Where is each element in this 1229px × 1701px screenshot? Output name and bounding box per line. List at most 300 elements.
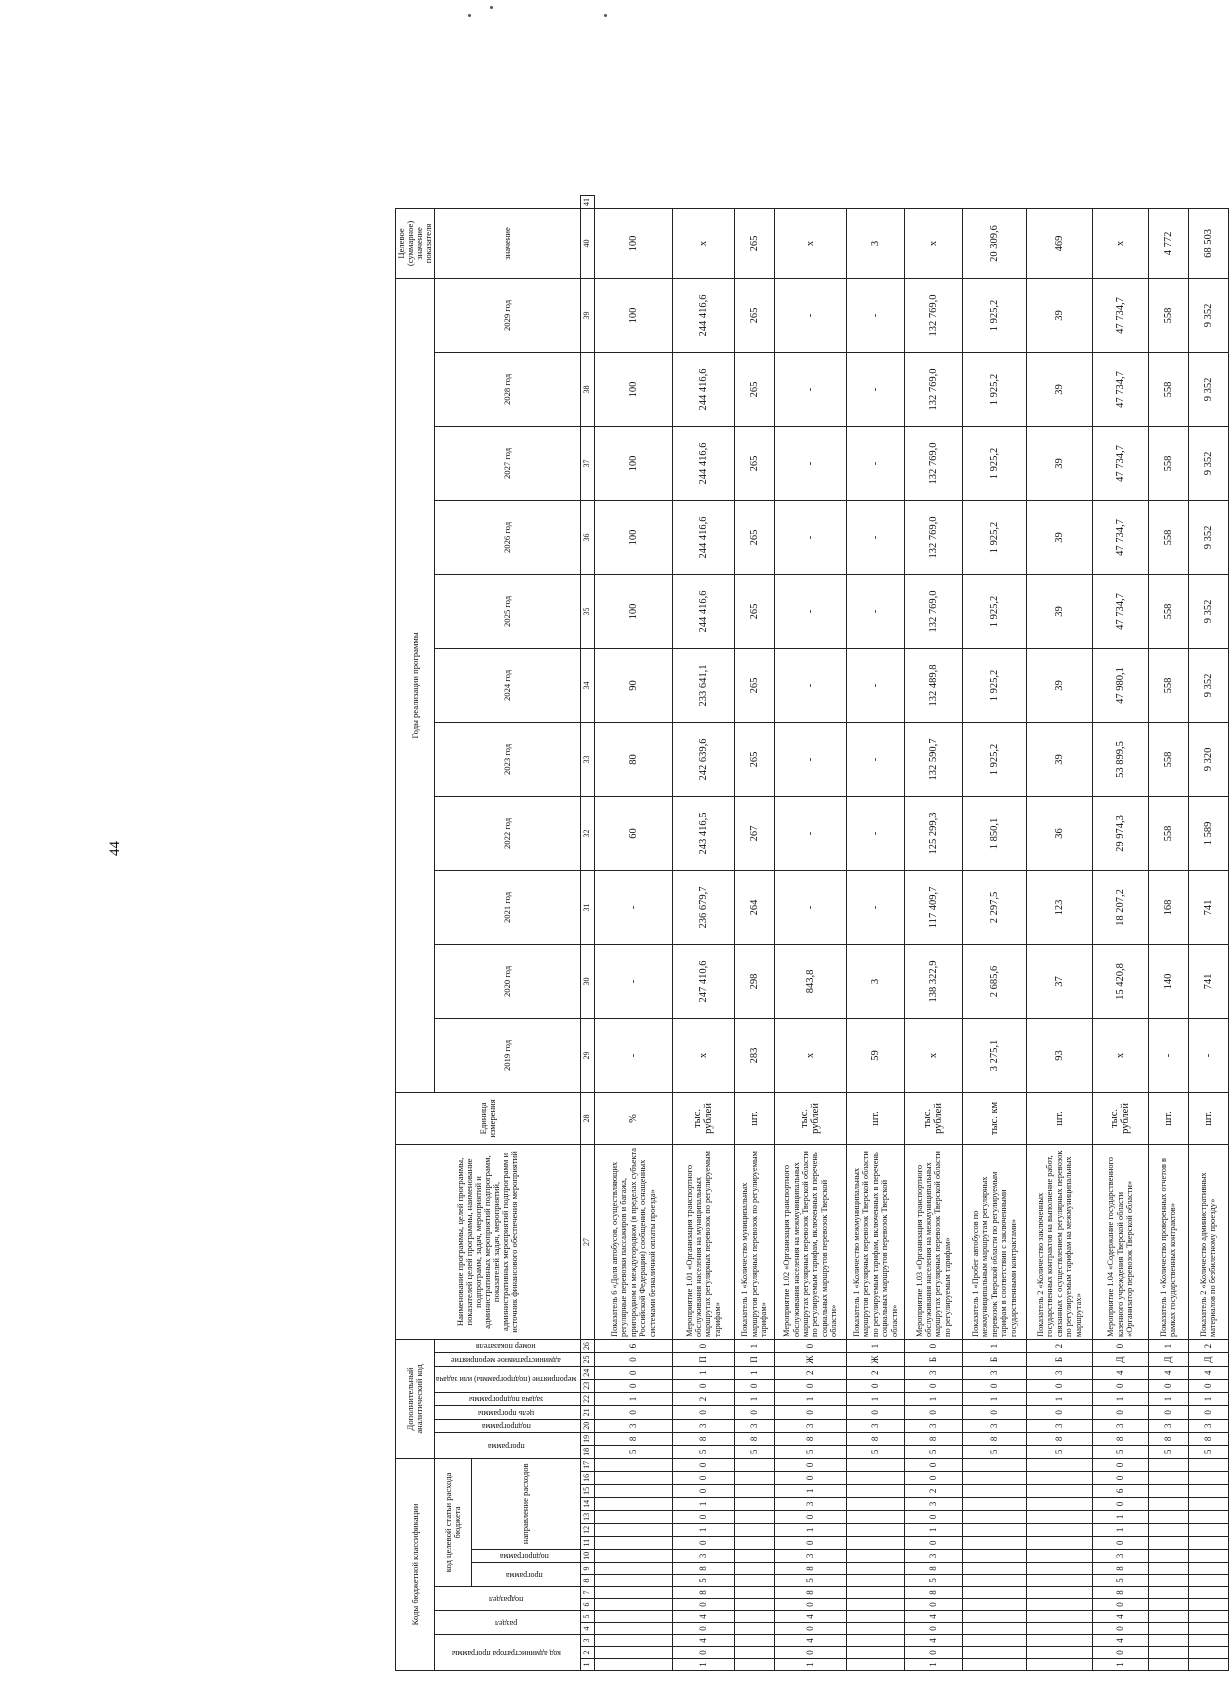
budget-code-cell xyxy=(846,1510,904,1523)
analytic-code-cell: Ж xyxy=(774,1353,846,1366)
column-index-28: 28 xyxy=(580,1092,594,1144)
year-value-cell: 9 352 xyxy=(1188,426,1228,500)
budget-code-cell: 3 xyxy=(1092,1549,1148,1562)
column-index-8: 8 xyxy=(580,1575,594,1587)
budget-code-cell xyxy=(1188,1587,1228,1599)
year-value-cell: 47 734,7 xyxy=(1092,426,1148,500)
year-value-cell: 37 xyxy=(1026,944,1092,1018)
budget-code-cell xyxy=(594,1536,672,1549)
year-value-cell: 39 xyxy=(1026,500,1092,574)
budget-code-cell xyxy=(1026,1647,1092,1659)
year-value-cell: 244 416,6 xyxy=(672,574,734,648)
target-article-header: код целевой статьи расхода бюджета xyxy=(435,1458,471,1586)
budget-code-cell: 0 xyxy=(774,1458,846,1471)
analytic-code-cell: 1 xyxy=(962,1339,1026,1352)
budget-code-cell xyxy=(1148,1635,1188,1647)
target-value: х xyxy=(672,208,734,278)
year-value-cell: 100 xyxy=(594,278,672,352)
budget-code-cell: 5 xyxy=(1092,1575,1148,1587)
budget-code-cell xyxy=(962,1458,1026,1471)
column-index-9: 9 xyxy=(580,1563,594,1575)
analytic-code-cell: 0 xyxy=(594,1353,672,1366)
year-value-cell: 9 352 xyxy=(1188,648,1228,722)
year-value-cell: - xyxy=(846,500,904,574)
analytic-code-cell: Б xyxy=(1026,1353,1092,1366)
row-name: Показатель 1 «Количество межмуниципальных маршрутов регулярных перевозок Тверской области по регулируемым тарифам, включенных в перечень социальных маршрутов перевозок Тверской области» xyxy=(846,1144,904,1339)
budget-code-cell xyxy=(1026,1599,1092,1611)
table-row xyxy=(1026,195,1092,1670)
analytic-code-cell: 1 xyxy=(1148,1392,1188,1405)
year-value-cell: - xyxy=(774,870,846,944)
year-value-cell: 132 769,0 xyxy=(904,500,962,574)
analytic-code-cell: 5 xyxy=(1148,1445,1188,1458)
row-name: Показатель 1 «Пробег автобусов по межмуниципальным маршрутам регулярных перевозок Тверской области по регулируемым тарифам в соответствии с заключенными государственными контрактами» xyxy=(962,1144,1026,1339)
year-value-cell: 132 489,8 xyxy=(904,648,962,722)
budget-code-cell xyxy=(1188,1536,1228,1549)
year-value-cell: 132 590,7 xyxy=(904,722,962,796)
budget-code-cell: 4 xyxy=(904,1611,962,1623)
budget-code-cell xyxy=(734,1471,774,1484)
target-value: х xyxy=(774,208,846,278)
budget-code-cell: 0 xyxy=(904,1536,962,1549)
analytic-code-cell: 5 xyxy=(1092,1445,1148,1458)
budget-code-cell xyxy=(1026,1623,1092,1635)
year-value-cell: - xyxy=(594,944,672,1018)
analytic-code-cell: Д xyxy=(1188,1353,1228,1366)
analytic-code-cell: 2 xyxy=(672,1392,734,1405)
year-value-cell: - xyxy=(594,1018,672,1092)
budget-code-cell: 0 xyxy=(774,1599,846,1611)
year-value-cell: 3 275,1 xyxy=(962,1018,1026,1092)
budget-code-cell xyxy=(846,1563,904,1575)
budget-code-cell: 1 xyxy=(774,1484,846,1497)
budget-code-cell xyxy=(1188,1471,1228,1484)
column-index-2: 2 xyxy=(580,1647,594,1659)
year-value-cell: 267 xyxy=(734,796,774,870)
year-value-cell: 843,8 xyxy=(774,944,846,1018)
page-number: 44 xyxy=(107,841,123,856)
row-unit: шт. xyxy=(1188,1092,1228,1144)
column-index-33: 33 xyxy=(580,722,594,796)
rotated-table-wrapper xyxy=(0,61,1218,1701)
budget-code-cell: 8 xyxy=(672,1563,734,1575)
table-row xyxy=(1092,195,1148,1670)
budget-code-cell: 4 xyxy=(672,1635,734,1647)
budget-code-cell xyxy=(594,1563,672,1575)
analytic-code-cell: 1 xyxy=(734,1366,774,1379)
column-index-18: 18 xyxy=(580,1445,594,1458)
year-value-cell: - xyxy=(846,722,904,796)
year-value-cell: 59 xyxy=(846,1018,904,1092)
budget-code-cell xyxy=(734,1458,774,1471)
budget-code-cell xyxy=(962,1471,1026,1484)
year-value-cell: 168 xyxy=(1148,870,1188,944)
budget-code-cell xyxy=(846,1647,904,1659)
year-value-cell: 100 xyxy=(594,352,672,426)
year-value-cell: 140 xyxy=(1148,944,1188,1018)
analytic-code-cell: 0 xyxy=(594,1366,672,1379)
budget-code-cell xyxy=(1026,1575,1092,1587)
target-header: Целевое (суммарное) значение показателя xyxy=(396,208,435,278)
budget-code-cell: 4 xyxy=(1092,1611,1148,1623)
budget-code-cell xyxy=(594,1587,672,1599)
analytic-code-cell: 8 xyxy=(846,1432,904,1445)
analytic-code-cell: 8 xyxy=(962,1432,1026,1445)
year-value-cell: 244 416,6 xyxy=(672,500,734,574)
year-value-cell: 80 xyxy=(594,722,672,796)
row-unit: тыс. км xyxy=(962,1092,1026,1144)
target-value: 469 xyxy=(1026,208,1092,278)
budget-code-cell xyxy=(734,1599,774,1611)
analytic-code-cell: 8 xyxy=(1026,1432,1092,1445)
analytic-code-cell: 3 xyxy=(904,1366,962,1379)
budget-code-cell xyxy=(1188,1575,1228,1587)
year-value-cell: 125 299,3 xyxy=(904,796,962,870)
budget-codes-header: Коды бюджетной классификации xyxy=(396,1458,435,1670)
budget-code-cell xyxy=(1188,1623,1228,1635)
year-value-cell: 1 925,2 xyxy=(962,722,1026,796)
year-value-cell: 265 xyxy=(734,426,774,500)
year-value-cell: 132 769,0 xyxy=(904,352,962,426)
year-value-cell: 233 641,1 xyxy=(672,648,734,722)
subsection-header: подраздел xyxy=(435,1587,581,1611)
budget-code-cell xyxy=(1188,1647,1228,1659)
budget-code-cell xyxy=(962,1575,1026,1587)
ea-measure-header: мероприятие (подпрограммы) или задача xyxy=(435,1366,581,1392)
budget-code-cell: 3 xyxy=(672,1549,734,1562)
budget-code-cell: 1 xyxy=(774,1523,846,1536)
budget-code-cell: 3 xyxy=(774,1497,846,1510)
budget-code-cell: 4 xyxy=(904,1635,962,1647)
program-table xyxy=(395,195,1229,1671)
analytic-code-cell: 2 xyxy=(1188,1339,1228,1352)
budget-code-cell xyxy=(734,1549,774,1562)
budget-code-cell xyxy=(1148,1659,1188,1671)
year-value-cell: - xyxy=(846,426,904,500)
row-unit: шт. xyxy=(1026,1092,1092,1144)
column-index-5: 5 xyxy=(580,1611,594,1623)
analytic-code-cell: 5 xyxy=(734,1445,774,1458)
budget-code-cell: 0 xyxy=(1092,1536,1148,1549)
budget-code-cell: 1 xyxy=(904,1523,962,1536)
analytic-code-cell: 0 xyxy=(1092,1339,1148,1352)
ea-goal-header: цель программы xyxy=(435,1406,581,1419)
analytic-code-cell: 1 xyxy=(1148,1339,1188,1352)
year-value-cell: 123 xyxy=(1026,870,1092,944)
year-value-cell: - xyxy=(774,648,846,722)
budget-code-cell: 4 xyxy=(1092,1635,1148,1647)
row-name: Мероприятие 1.02 «Организация транспортного обслуживания населения на межмуниципальных маршрутах регулярных перевозок Тверской области по регулируемым тарифам, включенных в перечень социальных маршрутов перевозок Тверской области» xyxy=(774,1144,846,1339)
column-index-24: 24 xyxy=(580,1366,594,1379)
year-value-cell: 9 352 xyxy=(1188,278,1228,352)
budget-code-cell xyxy=(962,1510,1026,1523)
budget-code-cell xyxy=(1188,1635,1228,1647)
year-value-cell: 2 685,6 xyxy=(962,944,1026,1018)
year-value-cell: 53 899,5 xyxy=(1092,722,1148,796)
budget-code-cell: 5 xyxy=(672,1575,734,1587)
budget-code-cell xyxy=(1148,1484,1188,1497)
year-value-cell: - xyxy=(774,278,846,352)
budget-code-cell: 8 xyxy=(1092,1587,1148,1599)
target-value: 4 772 xyxy=(1148,208,1188,278)
analytic-code-cell: 0 xyxy=(1188,1406,1228,1419)
budget-code-cell: 0 xyxy=(774,1471,846,1484)
analytic-code-cell: 0 xyxy=(1026,1379,1092,1392)
budget-code-cell xyxy=(1188,1563,1228,1575)
budget-code-cell: 3 xyxy=(904,1549,962,1562)
row-name: Показатель 1 «Количество проверенных отчетов в рамках государственных контрактов» xyxy=(1148,1144,1188,1339)
column-index-1: 1 xyxy=(580,1659,594,1671)
budget-code-cell xyxy=(962,1536,1026,1549)
budget-code-cell xyxy=(1026,1510,1092,1523)
budget-code-cell: 1 xyxy=(672,1659,734,1671)
analytic-code-cell: 0 xyxy=(1092,1406,1148,1419)
budget-code-cell xyxy=(1148,1611,1188,1623)
year-value-cell: 132 769,0 xyxy=(904,574,962,648)
row-name: Мероприятие 1.03 «Организация транспортного обслуживания населения на межмуниципальных маршрутах регулярных перевозок Тверской области по регулируемым тарифам» xyxy=(904,1144,962,1339)
year-value-cell: 247 410,6 xyxy=(672,944,734,1018)
year-value-cell: 90 xyxy=(594,648,672,722)
analytic-code-cell: 0 xyxy=(846,1379,904,1392)
column-index-6: 6 xyxy=(580,1599,594,1611)
column-index-17: 17 xyxy=(580,1458,594,1471)
analytic-code-cell: 0 xyxy=(774,1339,846,1352)
analytic-code-cell: 1 xyxy=(774,1392,846,1405)
row-name: Показатель 6 «Доля автобусов, осуществляющих регулярные перевозки пассажиров и багажа, пригородном и междугородном (в пределах субъекта Российской Федерации) сообщении, оснащенных системами безналичной оплаты проезда» xyxy=(594,1144,672,1339)
budget-code-cell xyxy=(734,1647,774,1659)
budget-code-cell xyxy=(962,1484,1026,1497)
year-value-cell: 1 589 xyxy=(1188,796,1228,870)
budget-code-cell: 0 xyxy=(1092,1623,1148,1635)
budget-code-cell xyxy=(734,1587,774,1599)
budget-code-cell xyxy=(594,1458,672,1471)
analytic-code-cell: Ж xyxy=(846,1353,904,1366)
row-unit: шт. xyxy=(1148,1092,1188,1144)
column-index-21: 21 xyxy=(580,1406,594,1419)
analytic-code-cell: Д xyxy=(1092,1353,1148,1366)
row-unit: тыс. рублей xyxy=(1092,1092,1148,1144)
column-index-20: 20 xyxy=(580,1419,594,1432)
year-value-cell: 283 xyxy=(734,1018,774,1092)
budget-code-cell xyxy=(1026,1563,1092,1575)
budget-code-cell: 0 xyxy=(1092,1471,1148,1484)
year-value-cell: 39 xyxy=(1026,722,1092,796)
analytic-code-cell: 3 xyxy=(1188,1419,1228,1432)
analytic-code-cell: 4 xyxy=(1148,1366,1188,1379)
year-value-cell: 93 xyxy=(1026,1018,1092,1092)
column-index-26: 26 xyxy=(580,1339,594,1352)
budget-code-cell xyxy=(962,1563,1026,1575)
analytic-code-cell: 5 xyxy=(962,1445,1026,1458)
year-value-cell: - xyxy=(774,426,846,500)
budget-code-cell xyxy=(734,1623,774,1635)
analytic-code-cell: 5 xyxy=(904,1445,962,1458)
budget-code-cell xyxy=(594,1599,672,1611)
year-value-cell: 2 297,5 xyxy=(962,870,1026,944)
analytic-code-cell: 5 xyxy=(672,1445,734,1458)
column-index-11: 11 xyxy=(580,1536,594,1549)
budget-code-cell xyxy=(1148,1599,1188,1611)
budget-code-cell: 0 xyxy=(672,1647,734,1659)
analytic-code-cell: 5 xyxy=(1188,1445,1228,1458)
year-value-cell: х xyxy=(672,1018,734,1092)
budget-code-cell xyxy=(594,1510,672,1523)
year-value-cell: 1 925,2 xyxy=(962,500,1026,574)
budget-code-cell xyxy=(1188,1599,1228,1611)
column-index-7: 7 xyxy=(580,1587,594,1599)
scan-speck xyxy=(604,14,607,17)
budget-code-cell xyxy=(594,1471,672,1484)
name-header: Наименование программы, целей программы, показателей целей программы, наименование подпрограмм, задач, мероприятий и административных мероприятий подпрограмм, показателей задач, мероприятий, административных мероприятий подпрограмм и источник финансового обеспечения мероприятий xyxy=(396,1144,581,1339)
budget-code-cell xyxy=(1148,1510,1188,1523)
budget-code-cell xyxy=(594,1659,672,1671)
budget-code-cell xyxy=(1188,1458,1228,1471)
budget-code-cell xyxy=(962,1523,1026,1536)
year-value-cell: 100 xyxy=(594,574,672,648)
column-index-41: 41 xyxy=(580,195,594,208)
budget-code-cell xyxy=(846,1523,904,1536)
ea-program-header: программа xyxy=(435,1432,581,1458)
column-index-39: 39 xyxy=(580,278,594,352)
analytic-code-cell: 8 xyxy=(904,1432,962,1445)
year-value-cell: 558 xyxy=(1148,500,1188,574)
year-2022-header: 2022 год xyxy=(435,796,581,870)
year-value-cell: 100 xyxy=(594,426,672,500)
year-value-cell: 558 xyxy=(1148,278,1188,352)
extra-code-header: Дополнительный аналитический код xyxy=(396,1339,435,1458)
budget-code-cell xyxy=(846,1536,904,1549)
year-value-cell: 558 xyxy=(1148,352,1188,426)
budget-code-cell xyxy=(1188,1611,1228,1623)
analytic-code-cell: 3 xyxy=(962,1419,1026,1432)
budget-code-cell xyxy=(1026,1635,1092,1647)
budget-code-cell xyxy=(962,1611,1026,1623)
year-value-cell: 138 322,9 xyxy=(904,944,962,1018)
analytic-code-cell: 0 xyxy=(1148,1379,1188,1392)
column-index-30: 30 xyxy=(580,944,594,1018)
analytic-code-cell: 0 xyxy=(672,1379,734,1392)
budget-code-cell: 3 xyxy=(904,1497,962,1510)
year-value-cell: 1 925,2 xyxy=(962,278,1026,352)
year-2028-header: 2028 год xyxy=(435,352,581,426)
value-header: значение xyxy=(435,208,581,278)
budget-code-cell xyxy=(594,1623,672,1635)
year-value-cell: 1 850,1 xyxy=(962,796,1026,870)
year-value-cell: 39 xyxy=(1026,648,1092,722)
analytic-code-cell: 3 xyxy=(846,1419,904,1432)
target-value: х xyxy=(904,208,962,278)
analytic-code-cell: 3 xyxy=(1026,1366,1092,1379)
subprogram-code-header: подпрограмма xyxy=(471,1549,580,1562)
year-value-cell: 243 416,5 xyxy=(672,796,734,870)
table-row xyxy=(734,195,774,1670)
budget-code-cell xyxy=(962,1549,1026,1562)
year-value-cell: х xyxy=(1092,1018,1148,1092)
budget-code-cell xyxy=(734,1563,774,1575)
budget-code-cell: 0 xyxy=(904,1647,962,1659)
column-index-36: 36 xyxy=(580,500,594,574)
row-unit: тыс. рублей xyxy=(774,1092,846,1144)
row-name: Показатель 1 «Количество муниципальных маршрутов регулярных перевозок по регулируемым тарифам» xyxy=(734,1144,774,1339)
row-unit: шт. xyxy=(734,1092,774,1144)
budget-code-cell xyxy=(594,1484,672,1497)
row-name: Мероприятие 1.04 «Содержание государственного казенного учреждения Тверской области «Организатор перевозок Тверской области» xyxy=(1092,1144,1148,1339)
column-index-3: 3 xyxy=(580,1635,594,1647)
budget-code-cell: 6 xyxy=(1092,1484,1148,1497)
target-value: 265 xyxy=(734,208,774,278)
analytic-code-cell: 3 xyxy=(1026,1419,1092,1432)
column-index-15: 15 xyxy=(580,1484,594,1497)
budget-code-cell xyxy=(1026,1484,1092,1497)
column-index-25: 25 xyxy=(580,1353,594,1366)
year-value-cell: 9 320 xyxy=(1188,722,1228,796)
analytic-code-cell: 1 xyxy=(904,1392,962,1405)
budget-code-cell: 0 xyxy=(672,1599,734,1611)
budget-code-cell xyxy=(962,1659,1026,1671)
budget-code-cell xyxy=(1148,1647,1188,1659)
column-index-38: 38 xyxy=(580,352,594,426)
budget-code-cell xyxy=(734,1510,774,1523)
budget-code-cell: 1 xyxy=(904,1659,962,1671)
analytic-code-cell: 1 xyxy=(734,1392,774,1405)
analytic-code-cell: 5 xyxy=(594,1445,672,1458)
analytic-code-cell: 5 xyxy=(1026,1445,1092,1458)
budget-code-cell xyxy=(1188,1510,1228,1523)
analytic-code-cell: 8 xyxy=(1092,1432,1148,1445)
section-header: раздел xyxy=(435,1611,581,1635)
row-name: Показатель 2 «Количество административных материалов по безбилетному проезду» xyxy=(1188,1144,1228,1339)
analytic-code-cell: Д xyxy=(1148,1353,1188,1366)
analytic-code-cell: 3 xyxy=(774,1419,846,1432)
column-index-23: 23 xyxy=(580,1379,594,1392)
analytic-code-cell: 0 xyxy=(672,1406,734,1419)
table-row xyxy=(594,195,672,1670)
year-value-cell: 1 925,2 xyxy=(962,426,1026,500)
analytic-code-cell: 0 xyxy=(734,1379,774,1392)
budget-code-cell xyxy=(846,1611,904,1623)
year-value-cell: 47 734,7 xyxy=(1092,500,1148,574)
budget-code-cell xyxy=(594,1497,672,1510)
column-index-35: 35 xyxy=(580,574,594,648)
column-index-14: 14 xyxy=(580,1497,594,1510)
scan-speck xyxy=(490,6,493,9)
year-value-cell: 9 352 xyxy=(1188,352,1228,426)
analytic-code-cell: 8 xyxy=(774,1432,846,1445)
budget-code-cell: 8 xyxy=(904,1587,962,1599)
year-value-cell: - xyxy=(846,796,904,870)
year-value-cell: 1 925,2 xyxy=(962,648,1026,722)
budget-code-cell xyxy=(1026,1611,1092,1623)
analytic-code-cell: 4 xyxy=(1188,1366,1228,1379)
budget-code-cell: 0 xyxy=(904,1599,962,1611)
analytic-code-cell: 1 xyxy=(846,1392,904,1405)
budget-code-cell: 8 xyxy=(904,1563,962,1575)
budget-code-cell xyxy=(846,1484,904,1497)
budget-code-cell xyxy=(594,1635,672,1647)
analytic-code-cell: 6 xyxy=(594,1339,672,1352)
budget-code-cell xyxy=(734,1575,774,1587)
analytic-code-cell: 0 xyxy=(904,1379,962,1392)
year-value-cell: 117 409,7 xyxy=(904,870,962,944)
year-value-cell: 100 xyxy=(594,500,672,574)
budget-code-cell: 1 xyxy=(1092,1510,1148,1523)
budget-code-cell xyxy=(594,1575,672,1587)
year-value-cell: 18 207,2 xyxy=(1092,870,1148,944)
analytic-code-cell: 0 xyxy=(672,1339,734,1352)
year-value-cell: 132 769,0 xyxy=(904,426,962,500)
analytic-code-cell: 3 xyxy=(672,1419,734,1432)
year-value-cell: 558 xyxy=(1148,426,1188,500)
